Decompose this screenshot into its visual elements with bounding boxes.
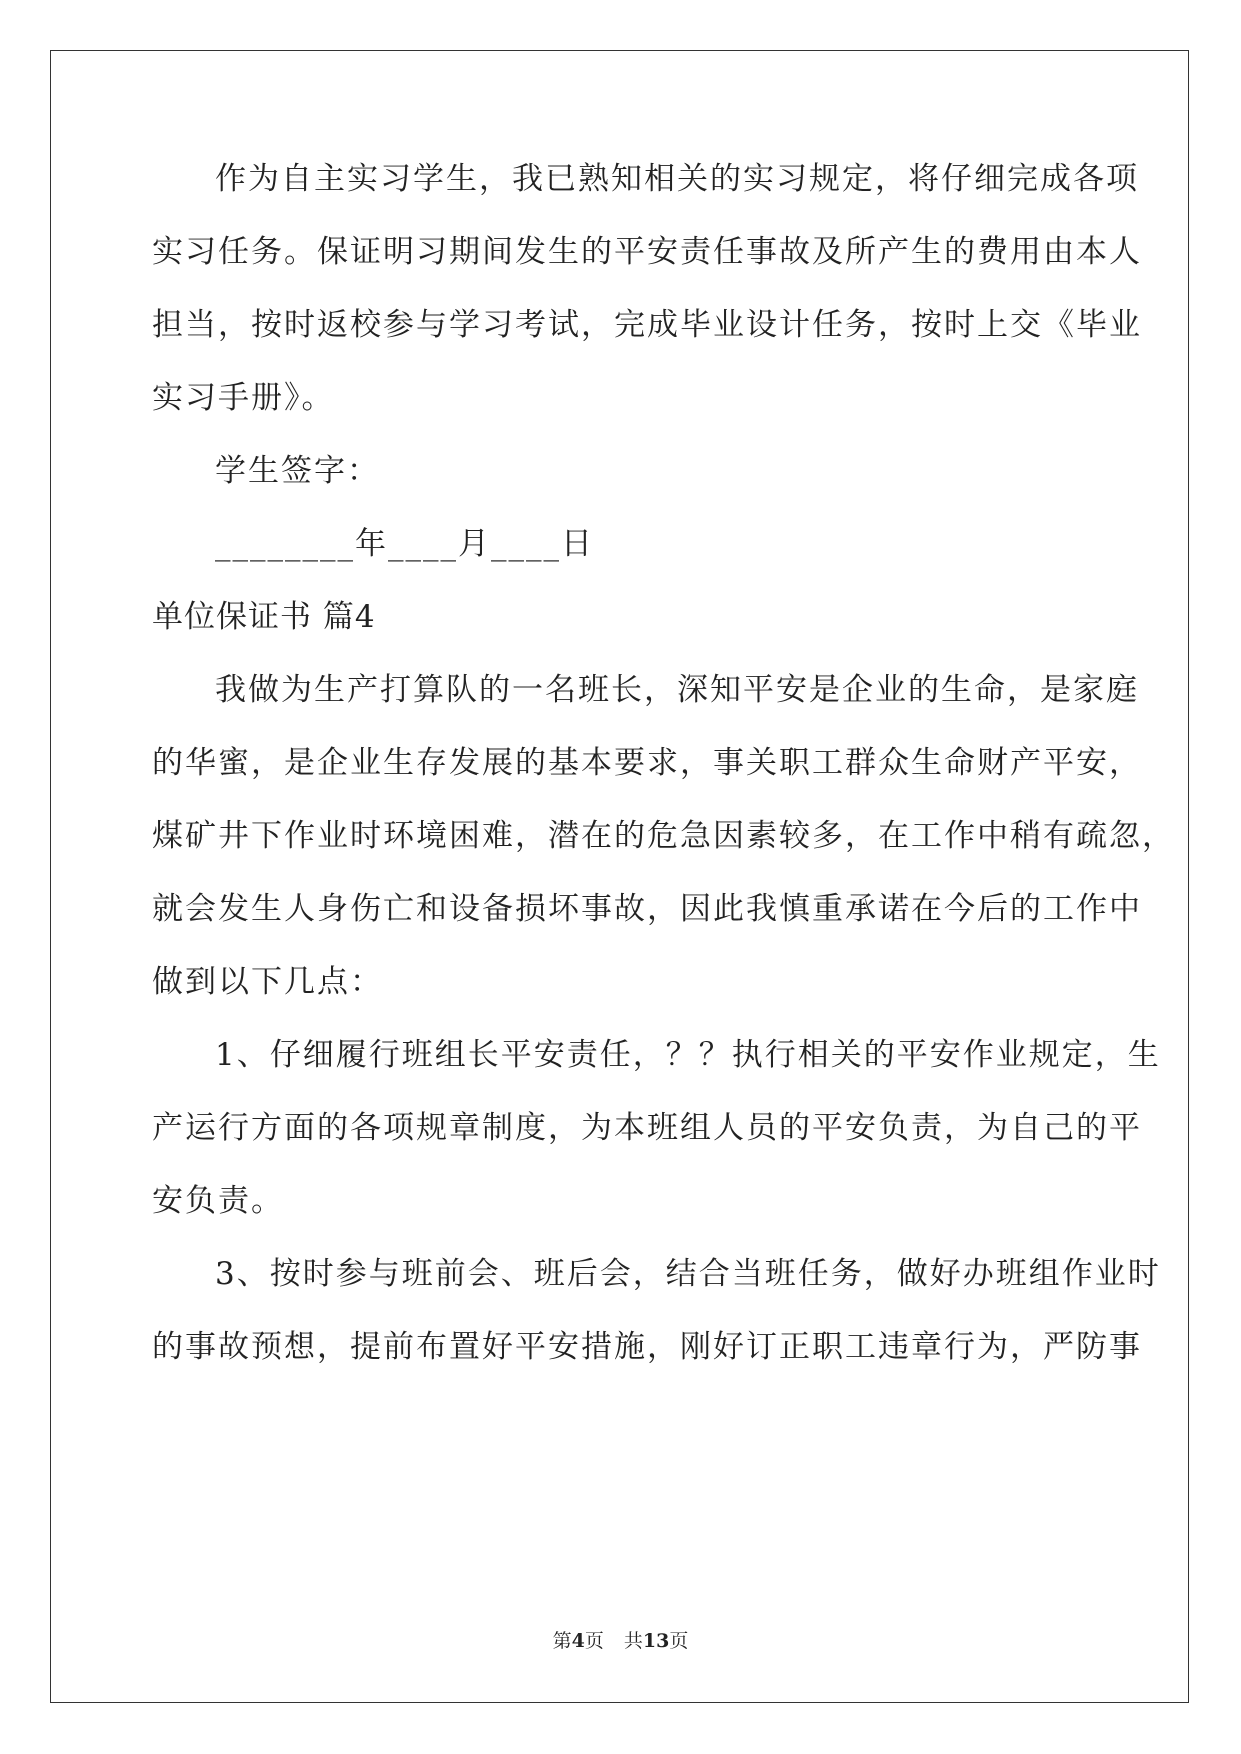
paragraph-line: 1、仔细履行班组长平安责任，？？执行相关的平安作业规定，生 xyxy=(215,1037,1161,1073)
section-heading: 单位保证书 篇4 xyxy=(152,599,376,635)
paragraph-line: 实习手册》。 xyxy=(152,380,335,416)
paragraph-line: 我做为生产打算队的一名班长，深知平安是企业的生命，是家庭 xyxy=(215,672,1139,708)
paragraph-line: 的事故预想，提前布置好平安措施，刚好订正职工违章行为，严防事 xyxy=(152,1329,1142,1365)
footer-page-prefix: 第 xyxy=(552,1630,572,1652)
paragraph-line: 的华蜜，是企业生存发展的基本要求，事关职工群众生命财产平安， xyxy=(152,745,1142,781)
date-line: ________年____月____日 xyxy=(215,526,594,562)
footer-total-suffix: 页 xyxy=(669,1630,689,1652)
footer-page-number: 4 xyxy=(571,1630,585,1652)
signature-label: 学生签字： xyxy=(215,453,380,489)
paragraph-line: 做到以下几点： xyxy=(152,964,383,1000)
page-footer xyxy=(0,1626,1241,1653)
paragraph-line: 安负责。 xyxy=(152,1183,284,1219)
paragraph-line: 3、按时参与班前会、班后会，结合当班任务，做好办班组作业时 xyxy=(215,1256,1161,1292)
page-frame xyxy=(50,50,1189,1703)
footer-total-prefix: 共 xyxy=(623,1630,643,1652)
paragraph-line: 担当，按时返校参与学习考试，完成毕业设计任务，按时上交《毕业 xyxy=(152,307,1142,343)
paragraph-line: 就会发生人身伤亡和设备损坏事故，因此我慎重承诺在今后的工作中 xyxy=(152,891,1142,927)
paragraph-line: 煤矿井下作业时环境困难，潜在的危急因素较多，在工作中稍有疏忽， xyxy=(152,818,1175,854)
paragraph-line: 实习任务。保证明习期间发生的平安责任事故及所产生的费用由本人 xyxy=(152,234,1142,270)
paragraph-line: 产运行方面的各项规章制度，为本班组人员的平安负责，为自己的平 xyxy=(152,1110,1142,1146)
footer-total-number: 13 xyxy=(642,1630,670,1652)
footer-page-suffix: 页 xyxy=(584,1630,604,1652)
paragraph-line: 作为自主实习学生，我已熟知相关的实习规定，将仔细完成各项 xyxy=(215,161,1139,197)
